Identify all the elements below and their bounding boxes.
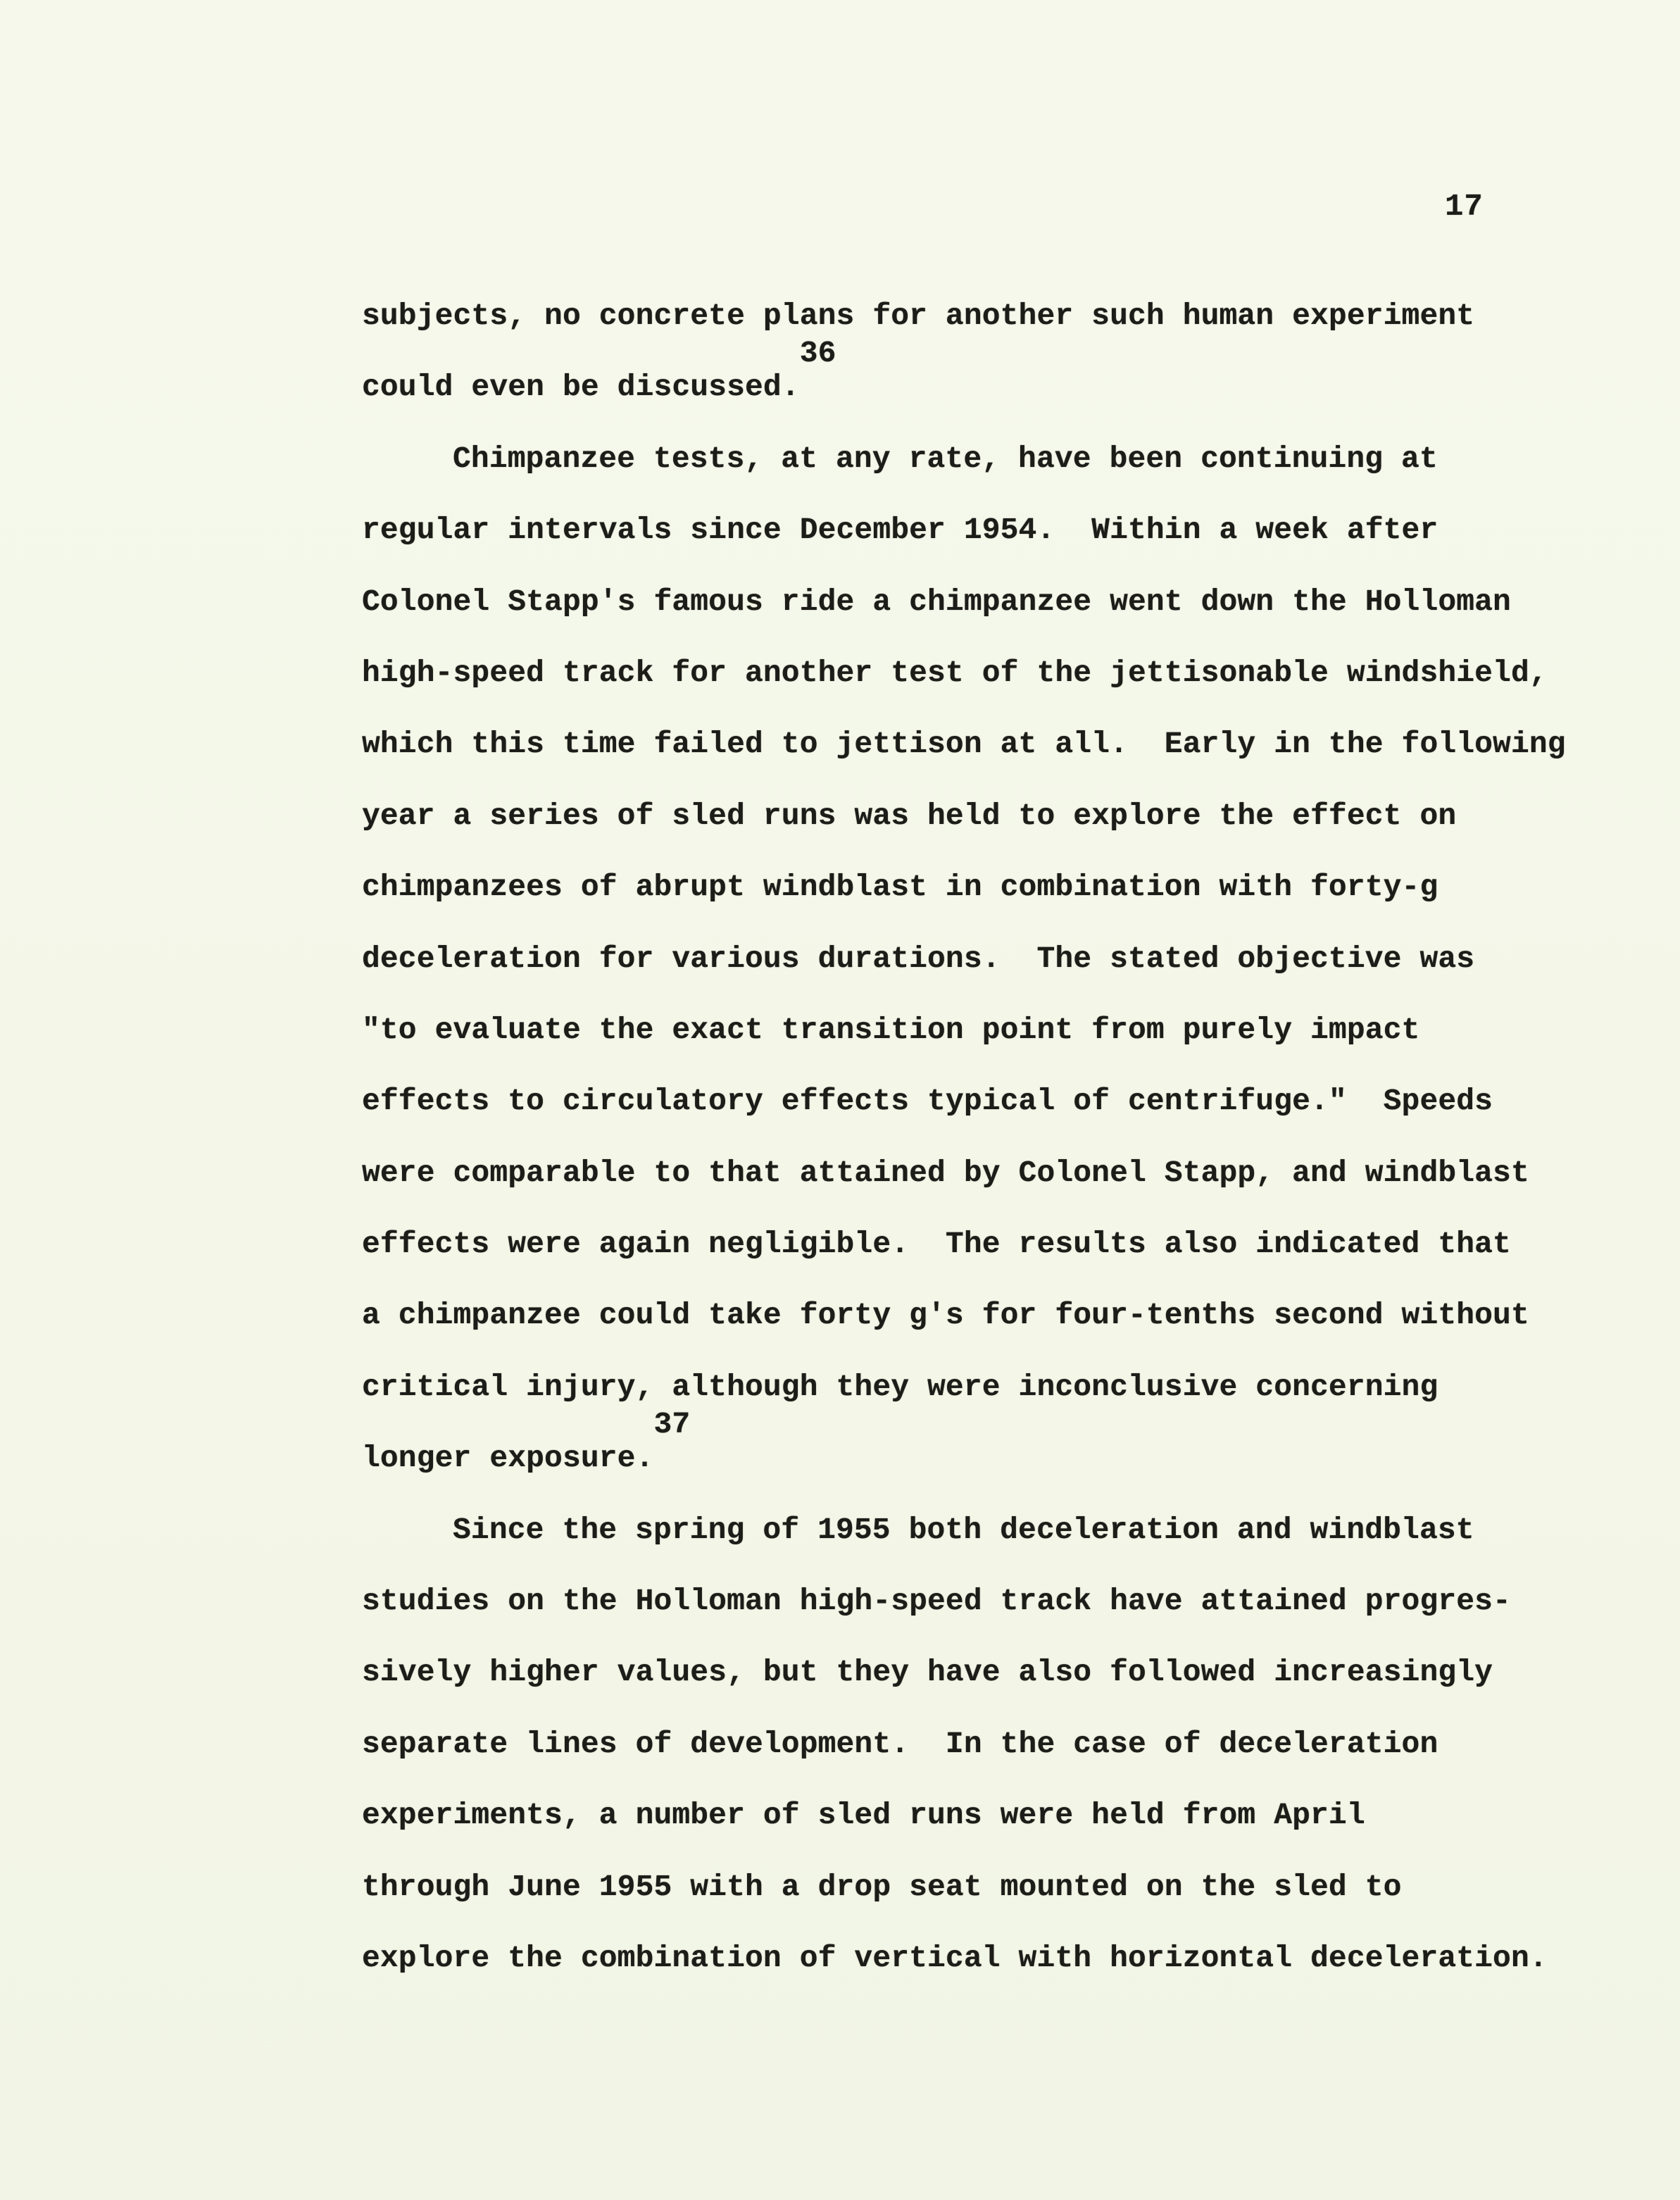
text-line: [362, 1923, 1615, 1994]
line-text: critical injury, although they were inconclusive concerning: [362, 1369, 1438, 1404]
text-line: [362, 423, 1615, 494]
line-text: high-speed track for another test of the jettisonable windshield,: [362, 655, 1548, 690]
line-text: sively higher values, but they have also followed increasingly: [362, 1655, 1493, 1690]
line-text: Colonel Stapp's famous ride a chimpanzee went down the Holloman: [362, 584, 1511, 619]
text-line: [362, 780, 1615, 851]
text-line: [362, 1780, 1615, 1851]
line-text: a chimpanzee could take forty g's for four-tenths second without: [362, 1298, 1529, 1333]
text-line: [362, 708, 1615, 780]
line-text: "to evaluate the exact transition point from purely impact: [362, 1012, 1420, 1047]
text-line: [362, 566, 1615, 637]
text-line: [362, 851, 1615, 923]
footnote-reference: 37: [653, 1407, 691, 1442]
text-line: [362, 1565, 1615, 1637]
footnote-reference: 36: [799, 336, 836, 371]
line-text: experiments, a number of sled runs were held from April: [362, 1798, 1365, 1833]
line-text: deceleration for various durations. The stated objective was: [362, 941, 1475, 976]
line-text: were comparable to that attained by Colonel Stapp, and windblast: [362, 1155, 1529, 1190]
text-line: [362, 336, 1615, 423]
text-line: [362, 280, 1615, 351]
line-text: longer exposure.: [362, 1441, 654, 1476]
text-line: [362, 1708, 1615, 1780]
text-line: [362, 1137, 1615, 1208]
line-text: year a series of sled runs was held to explore the effect on: [362, 798, 1457, 833]
line-text: studies on the Holloman high-speed track have attained progres-: [362, 1584, 1511, 1619]
line-text: explore the combination of vertical with horizontal deceleration.: [362, 1940, 1548, 1975]
line-text: chimpanzees of abrupt windblast in combination with forty-g: [362, 870, 1438, 905]
text-block: [362, 280, 1615, 1994]
line-text: effects were again negligible. The results also indicated that: [362, 1227, 1511, 1262]
line-text: subjects, no concrete plans for another such human experiment: [362, 299, 1475, 333]
text-line: [362, 1494, 1615, 1565]
text-line: [362, 1280, 1615, 1351]
line-text: regular intervals since December 1954. Within a week after: [362, 513, 1438, 548]
text-line: [362, 1637, 1615, 1708]
text-line: [362, 637, 1615, 708]
text-line: [362, 1351, 1615, 1423]
text-line: [362, 994, 1615, 1065]
line-text: separate lines of development. In the case of deceleration: [362, 1726, 1438, 1761]
line-text: Since the spring of 1955 both deceleration and windblast: [453, 1512, 1474, 1547]
page-number: 17: [1445, 189, 1484, 225]
line-text: could even be discussed.: [362, 370, 800, 405]
text-line: [362, 1208, 1615, 1280]
text-line: [362, 923, 1615, 994]
line-text: which this time failed to jettison at all. Early in the following: [362, 727, 1566, 762]
text-line: [362, 494, 1615, 565]
text-line: [362, 1851, 1615, 1923]
text-line: [362, 1407, 1615, 1494]
line-text: effects to circulatory effects typical of centrifuge." Speeds: [362, 1084, 1493, 1119]
line-text: through June 1955 with a drop seat mounted on the sled to: [362, 1869, 1402, 1904]
text-line: [362, 1065, 1615, 1137]
line-text: Chimpanzee tests, at any rate, have been continuing at: [453, 441, 1438, 476]
